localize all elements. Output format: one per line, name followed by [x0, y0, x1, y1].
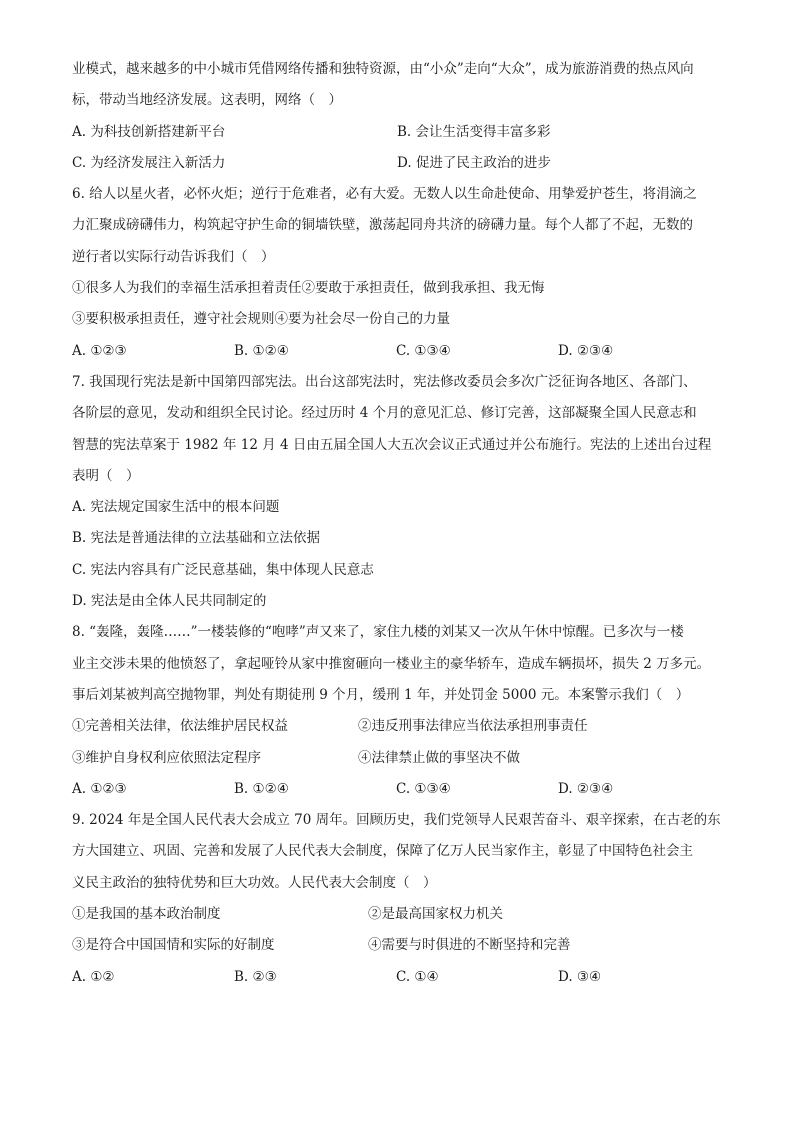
- question-5-options-row-1: [72, 123, 734, 154]
- statement-1: ①完善相关法律，依法维护居民权益: [72, 718, 288, 735]
- question-8-statements-row-1: [72, 717, 734, 748]
- question-7-line-4: 表明（ ）: [72, 467, 140, 484]
- question-6-line-2: 力汇聚成磅礴伟力，构筑起守护生命的铜墙铁壁，激荡起同舟共济的磅礴力量。每个人都了不起，无数的: [72, 217, 693, 234]
- question-6-line-3: 逆行者以实际行动告诉我们（ ）: [72, 248, 275, 265]
- question-5-line-2: 标，带动当地经济发展。这表明，网络（ ）: [72, 92, 342, 109]
- statement-1: ①是我国的基本政治制度: [72, 906, 221, 923]
- question-7-line-1: 7. 我国现行宪法是新中国第四部宪法。出台这部宪法时，宪法修改委员会多次广泛征询各地区、各部门、: [72, 373, 697, 390]
- exam-page: [72, 60, 734, 999]
- question-8-options: [72, 780, 734, 811]
- question-7-line-3: 智慧的宪法草案于 1982 年 12 月 4 日由五届全国人大五次会议正式通过并公布施行。宪法的上述出台过程: [72, 436, 712, 453]
- option-c: C. 为经济发展注入新活力: [72, 154, 226, 171]
- option-d: D. ③④: [558, 968, 602, 985]
- statement-3: ③维护自身权利应依照法定程序: [72, 749, 261, 766]
- option-d: D. 促进了民主政治的进步: [397, 154, 551, 171]
- statement-2: ②是最高国家权力机关: [368, 906, 503, 923]
- question-9-line-2: 方大国建立、巩固、完善和发展了人民代表大会制度，保障了亿万人民当家作主，彰显了中国特色社会主: [72, 843, 693, 860]
- option-d: D. ②③④: [558, 342, 614, 359]
- option-b: B. ②③: [234, 968, 277, 985]
- option-c: C. ①④: [396, 968, 439, 985]
- question-8-line-2: 业主交涉未果的他愤怒了，拿起哑铃从家中推窗砸向一楼业主的豪华轿车，造成车辆损坏，损失 2 万多元。: [72, 655, 711, 672]
- option-b: B. ①②④: [234, 780, 289, 797]
- question-8-statements-row-2: [72, 749, 734, 780]
- statement-4: ④需要与时俱进的不断坚持和完善: [368, 937, 571, 954]
- option-a: A. 宪法规定国家生活中的根本问题: [72, 499, 280, 516]
- option-d: D. ②③④: [558, 780, 614, 797]
- option-c: C. 宪法内容具有广泛民意基础，集中体现人民意志: [72, 561, 374, 578]
- statement-3: ③是符合中国国情和实际的好制度: [72, 937, 275, 954]
- question-6-options: [72, 342, 734, 373]
- option-b: B. ①②④: [234, 342, 289, 359]
- statement-4: ④法律禁止做的事坚决不做: [358, 749, 520, 766]
- option-c: C. ①③④: [396, 780, 451, 797]
- statement-2: ②违反刑事法律应当依法承担刑事责任: [358, 718, 588, 735]
- question-9-line-3: 义民主政治的独特优势和巨大功效。人民代表大会制度（ ）: [72, 874, 437, 891]
- question-5-options-row-2: [72, 154, 734, 185]
- question-7-line-2: 各阶层的意见，发动和组织全民讨论。经过历时 4 个月的意见汇总、修订完善，这部凝聚全国人民意志和: [72, 405, 697, 422]
- option-a: A. ①②: [72, 968, 115, 985]
- option-a: A. 为科技创新搭建新平台: [72, 123, 226, 140]
- question-8-line-1: 8. “轰隆，轰隆……”一楼装修的“咆哮”声又来了，家住九楼的刘某又一次从午休中惊醒。已多次与一楼: [72, 624, 684, 641]
- question-9-statements-row-1: [72, 905, 734, 936]
- question-9-line-1: 9. 2024 年是全国人民代表大会成立 70 周年。回顾历史，我们党领导人民艰苦奋斗、艰辛探索，在古老的东: [72, 812, 721, 829]
- question-8-line-3: 事后刘某被判高空抛物罪，判处有期徒刑 9 个月，缓刑 1 年，并处罚金 5000 元。本案警示我们（ ）: [72, 686, 690, 703]
- question-6-statements-1: ①很多人为我们的幸福生活承担着责任②要敢于承担责任，做到我承担、我无悔: [72, 280, 545, 297]
- question-9-statements-row-2: [72, 936, 734, 967]
- option-a: A. ①②③: [72, 780, 127, 797]
- question-9-options: [72, 968, 734, 999]
- option-a: A. ①②③: [72, 342, 127, 359]
- option-b: B. 会让生活变得丰富多彩: [397, 123, 551, 140]
- question-6-statements-2: ③要积极承担责任，遵守社会规则④要为社会尽一份自己的力量: [72, 311, 450, 328]
- option-d: D. 宪法是由全体人民共同制定的: [72, 593, 267, 610]
- question-5-line-1: 业模式，越来越多的中小城市凭借网络传播和独特资源，由“小众”走向“大众”，成为旅游消费的热点风向: [72, 61, 694, 77]
- option-b: B. 宪法是普通法律的立法基础和立法依据: [72, 530, 321, 547]
- option-c: C. ①③④: [396, 342, 451, 359]
- question-6-line-1: 6. 给人以星火者，必怀火炬；逆行于危难者，必有大爱。无数人以生命赴使命、用挚爱护苍生，将涓滴之: [72, 186, 697, 203]
